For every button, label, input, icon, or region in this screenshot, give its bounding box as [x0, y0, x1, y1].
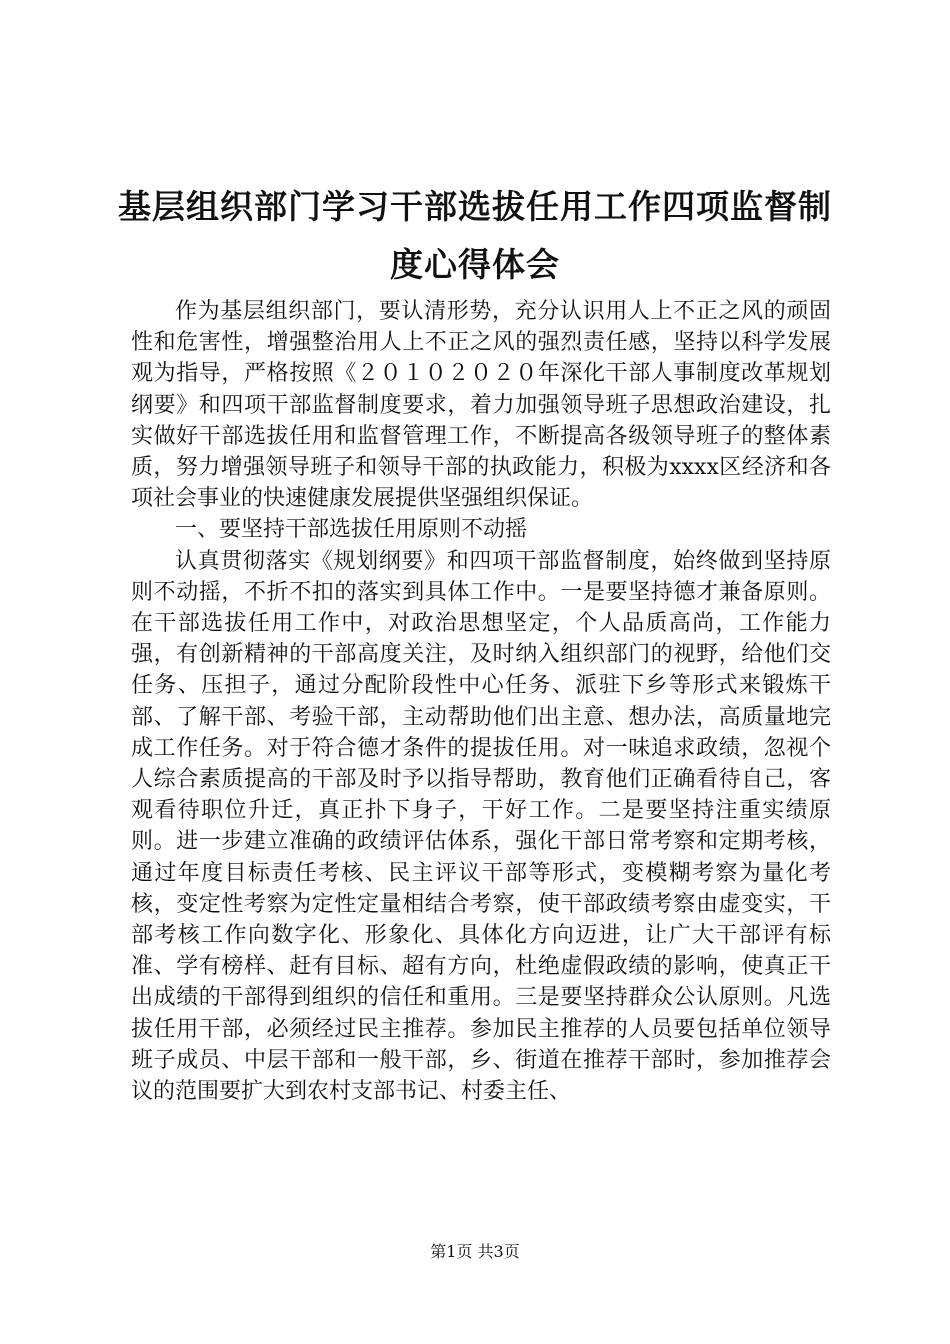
section-heading-1: 一、要坚持干部选拔任用原则不动摇 — [175, 517, 528, 543]
page-number-footer: 第1页 共3页 — [430, 1242, 520, 1261]
paragraph-intro: 作为基层组织部门，要认清形势，充分认识用人上不正之风的顽固性和危害性，增强整治用人上不正之风的强烈责任感，坚持以科学发展观为指导，严格按照《２０１０２０２０年深化干部人事制度改革规划纲要》和四项干部监督制度要求，着力加强领导班子思想政治建设，扎实做好干部选拔任用和监督管理工作，不断提高各级领导班子的整体素质，努力增强领导班子和领导干部的执政能力，积极为xxxx区经济和各项社会事业的快速健康发展提供坚强组织保证。 — [131, 299, 831, 512]
document-body — [131, 296, 831, 1107]
paragraph-section-1: 认真贯彻落实《规划纲要》和四项干部监督制度，始终做到坚持原则不动摇，不折不扣的落实到具体工作中。一是要坚持德才兼备原则。在干部选拔任用工作中，对政治思想坚定，个人品质高尚，工作能力强，有创新精神的干部高度关注，及时纳入组织部门的视野，给他们交任务、压担子，通过分配阶段性中心任务、派驻下乡等形式来锻炼干部、了解干部、考验干部，主动帮助他们出主意、想办法，高质量地完成工作任务。对于符合德才条件的提拔任用。对一味追求政绩，忽视个人综合素质提高的干部及时予以指导帮助，教育他们正确看待自己，客观看待职位升迁，真正扑下身子，干好工作。二是要坚持注重实绩原则。进一步建立准确的政绩评估体系，强化干部日常考察和定期考核，通过年度目标责任考核、民主评议干部等形式，变模糊考察为量化考核，变定性考察为定性定量相结合考察，使干部政绩考察由虚变实，干部考核工作向数字化、形象化、具体化方向迈进，让广大干部评有标准、学有榜样、赶有目标、超有方向，杜绝虚假政绩的影响，使真正干出成绩的干部得到组织的信任和重用。三是要坚持群众公认原则。凡选拔任用干部，必须经过民主推荐。参加民主推荐的人员要包括单位领导班子成员、中层干部和一般干部，乡、街道在推荐干部时，参加推荐会议的范围要扩大到农村支部书记、村委主任、 — [131, 548, 831, 1105]
document-title: 基层组织部门学习干部选拔任用工作四项监督制度心得体会 — [118, 187, 832, 284]
